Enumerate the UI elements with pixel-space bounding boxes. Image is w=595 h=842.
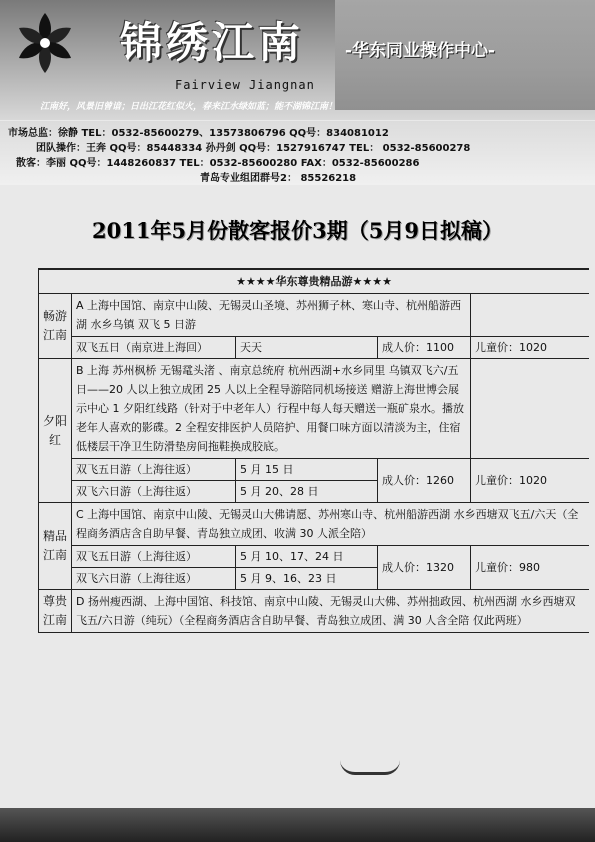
route-category: 畅游江南: [39, 294, 72, 359]
schedule-dates: 5 月 20、28 日: [236, 481, 378, 503]
route-description: A 上海中国馆、南京中山陵、无锡灵山圣境、苏州狮子林、寒山寺、杭州船游西湖 水乡乌镇 双飞 5 日游: [72, 294, 471, 337]
schedule-name: 双飞五日（南京进上海回）: [72, 337, 236, 359]
brand-title: 锦绣江南: [120, 18, 305, 67]
empty-cell: [471, 294, 590, 337]
child-price: 儿童价：1020: [471, 337, 590, 359]
child-price: 儿童价：1020: [471, 459, 590, 503]
route-description: D 扬州瘦西湖、上海中国馆、科技馆、南京中山陵、无锡灵山大佛、苏州拙政园、杭州西湖 水乡西塘双飞五/六日游（纯玩）（全程商务酒店含自助早餐、青岛独立成团、满 30 人含全陪 仅此两班）: [72, 590, 590, 633]
schedule-dates: 5 月 10、17、24 日: [236, 546, 378, 568]
schedule-dates: 5 月 9、16、23 日: [236, 568, 378, 590]
contact-line-2: 团队操作：王奔 QQ号：85448334 孙丹剑 QQ号：1527916747 TEL： 0532-85600278: [36, 143, 471, 154]
route-description: B 上海 苏州枫桥 无锡鼋头渚 、南京总统府 杭州西湖+水乡同里 乌镇双飞六/五日——20 人以上独立成团 25 人以上全程导游陪同机场接送 赠游上海世博会展示中心 1 夕阳红线路（针对于中老年人）行程中每人每天赠送一瓶矿泉水。播放老年人喜欢的影碟。2 全程安排医护人员陪护、用餐口味方面以清淡为主，住宿低楼层干净卫生防滑垫房间拖鞋换成胶底。: [72, 359, 471, 459]
contact-line-4: 青岛专业组团群号2： 85526218: [200, 173, 357, 184]
brand-english: Fairview Jiangnan: [175, 78, 315, 92]
child-price: 儿童价：980: [471, 546, 590, 590]
adult-price: 成人价：1260: [378, 459, 471, 503]
section-header: ★★★★华东尊贵精品游★★★★: [39, 270, 590, 294]
adult-price: 成人价：1100: [378, 337, 471, 359]
contact-line-3: 散客：李丽 QQ号：1448260837 TEL：0532-85600280 FAX：0532-85600286: [16, 158, 420, 169]
schedule-dates: 5 月 15 日: [236, 459, 378, 481]
department-title: -华东同业操作中心-: [345, 41, 496, 61]
schedule-dates: 天天: [236, 337, 378, 359]
empty-cell: [471, 359, 590, 459]
footer-band: [0, 808, 595, 842]
schedule-name: 双飞五日游（上海往返）: [72, 546, 236, 568]
route-category: 夕阳红: [39, 359, 72, 503]
schedule-name: 双飞六日游（上海往返）: [72, 481, 236, 503]
adult-price: 成人价：1320: [378, 546, 471, 590]
boat-decoration: [340, 760, 400, 775]
slogan: 江南好，风景旧曾谙；日出江花红似火，春来江水绿如蓝；能不湖锦江南！: [40, 102, 338, 112]
route-description: C 上海中国馆、南京中山陵、无锡灵山大佛请愿、苏州寒山寺、杭州船游西湖 水乡西塘双飞五/六天（全程商务酒店含自助早餐、青岛独立成团、收满 30 人派全陪）: [72, 503, 590, 546]
schedule-name: 双飞六日游（上海往返）: [72, 568, 236, 590]
schedule-name: 双飞五日游（上海往返）: [72, 459, 236, 481]
price-table: [38, 268, 589, 809]
page-title: 2011年5月份散客报价3期（5月9日拟稿）: [92, 218, 503, 243]
flower-logo-icon: [10, 8, 80, 78]
contact-block: [0, 121, 595, 185]
route-category: 精品江南: [39, 503, 72, 590]
route-category: 尊贵江南: [39, 590, 72, 633]
header-banner: [0, 0, 595, 120]
contact-line-1: 市场总监：徐静 TEL：0532-85600279、13573806796 QQ号：834081012: [8, 128, 389, 139]
